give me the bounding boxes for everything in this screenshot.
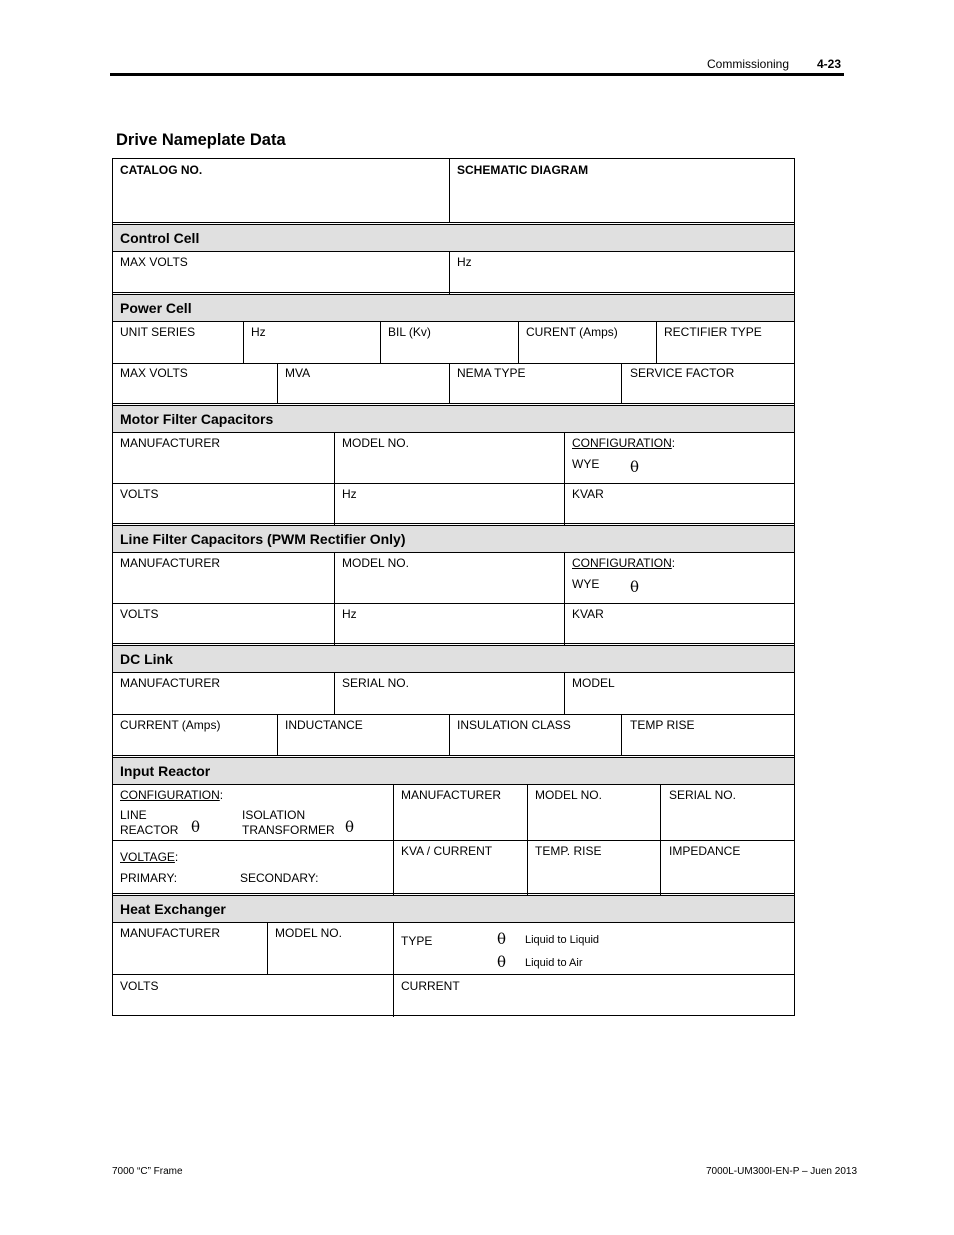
current-amps-label: CURENT (Amps) [526,325,618,339]
dc-manufacturer-label: MANUFACTURER [120,676,221,690]
ir-voltage-label [120,850,178,864]
divider [518,321,519,363]
divider [113,784,794,785]
label-colon: : [671,436,676,450]
lfc-kvar-label: KVAR [572,607,604,621]
divider [113,363,794,364]
section-power-cell [113,295,794,321]
ir-reactor-label: REACTOR [120,823,179,837]
divider [113,672,794,673]
section-heat-exchanger [113,896,794,922]
ir-serial-no-label: SERIAL NO. [669,788,736,802]
section-heading: Control Cell [120,230,200,246]
rectifier-type-label: RECTIFIER TYPE [664,325,762,339]
ir-configuration-label [120,788,223,802]
ir-line-label: LINE [120,808,147,822]
ir-kva-current-label: KVA / CURRENT [401,844,493,858]
divider [564,672,565,714]
divider [113,251,794,252]
divider [621,363,622,403]
lfc-hz-label: Hz [342,607,357,621]
mfc-hz-label: Hz [342,487,357,501]
control-max-volts-label: MAX VOLTS [120,255,188,269]
divider [564,552,565,645]
divider [113,922,794,923]
ir-isolation-label: ISOLATION [242,808,306,822]
section-motor-filter-capacitors [113,406,794,432]
header-section: Commissioning [707,57,790,71]
hx-volts-label: VOLTS [120,979,159,993]
dc-model-label: MODEL [572,676,615,690]
hx-liquid-to-air-label: Liquid to Air [525,957,583,969]
control-hz-label: Hz [457,255,472,269]
section-heading: Line Filter Capacitors (PWM Rectifier Only) [120,531,406,547]
divider [656,321,657,363]
header-page-number: 4-23 [817,57,842,71]
ir-impedance-label: IMPEDANCE [669,844,741,858]
lfc-configuration-text: CONFIGURATION [572,556,672,570]
lfc-wye-label: WYE [572,577,600,591]
ir-model-no-label: MODEL NO. [535,788,602,802]
lfc-configuration-label [572,556,675,570]
hx-manufacturer-label: MANUFACTURER [120,926,221,940]
hx-model-no-label: MODEL NO. [275,926,342,940]
mfc-configuration-label [572,436,675,450]
mfc-wye-label: WYE [572,457,600,471]
divider [621,714,622,755]
lfc-model-no-label: MODEL NO. [342,556,409,570]
label-colon: : [174,850,179,864]
dc-serial-no-label: SERIAL NO. [342,676,409,690]
mfc-model-no-label: MODEL NO. [342,436,409,450]
divider [449,714,450,755]
divider [277,714,278,755]
dc-inductance-label: INDUCTANCE [285,718,363,732]
hx-liquid-to-air-checkbox[interactable]: θ [497,953,507,971]
divider [113,974,794,975]
section-heading: Heat Exchanger [120,901,226,917]
lfc-wye-checkbox[interactable]: θ [630,578,640,596]
divider [113,603,794,604]
ir-transformer-label: TRANSFORMER [242,823,335,837]
ir-manufacturer-label: MANUFACTURER [401,788,502,802]
lfc-manufacturer-label: MANUFACTURER [120,556,221,570]
section-heading: Power Cell [120,300,192,316]
divider [267,922,268,974]
section-heading: Motor Filter Capacitors [120,411,274,427]
service-factor-label: SERVICE FACTOR [630,366,735,380]
divider [113,432,794,433]
divider [277,363,278,403]
divider [334,432,335,525]
unit-series-label: UNIT SERIES [120,325,196,339]
ir-primary-label: PRIMARY: [120,871,178,885]
dc-insulation-class-label: INSULATION CLASS [457,718,571,732]
section-heading: DC Link [120,651,173,667]
power-max-volts-label: MAX VOLTS [120,366,188,380]
section-line-filter-capacitors [113,526,794,552]
hx-liquid-to-liquid-label: Liquid to Liquid [525,934,600,946]
ir-configuration-text: CONFIGURATION [120,788,220,802]
hx-type-label: TYPE [401,934,433,948]
hx-liquid-to-liquid-checkbox[interactable]: θ [497,930,507,948]
schematic-diagram-label: SCHEMATIC DIAGRAM [457,163,589,177]
divider [113,840,794,841]
lfc-volts-label: VOLTS [120,607,159,621]
divider [113,552,794,553]
power-hz-label: Hz [251,325,266,339]
catalog-no-label: CATALOG NO. [120,163,203,177]
ir-isolation-transformer-checkbox[interactable]: θ [345,818,355,836]
mfc-configuration-text: CONFIGURATION [572,436,672,450]
footer-right: 7000L-UM300I-EN-P – Juen 2013 [706,1166,858,1177]
section-input-reactor [113,758,794,784]
nameplate-form [112,158,795,1016]
header-rule [110,73,844,76]
mfc-volts-label: VOLTS [120,487,159,501]
label-colon: : [219,788,224,802]
page-title: Drive Nameplate Data [116,131,286,149]
label-colon: : [671,556,676,570]
mfc-kvar-label: KVAR [572,487,604,501]
divider [564,432,565,525]
section-control-cell [113,225,794,251]
ir-secondary-label: SECONDARY: [240,871,319,885]
ir-line-reactor-checkbox[interactable]: θ [191,818,201,836]
divider [243,321,244,363]
mfc-manufacturer-label: MANUFACTURER [120,436,221,450]
dc-current-label: CURRENT (Amps) [120,718,221,732]
divider [449,363,450,403]
divider [334,672,335,714]
hx-current-label: CURRENT [401,979,460,993]
dc-temp-rise-label: TEMP RISE [630,718,695,732]
ir-temp-rise-label: TEMP. RISE [535,844,602,858]
divider [334,552,335,645]
divider [393,922,394,1017]
section-dc-link [113,646,794,672]
mva-label: MVA [285,366,311,380]
divider [113,714,794,715]
divider [380,321,381,363]
divider [449,159,450,223]
divider [113,483,794,484]
mfc-wye-checkbox[interactable]: θ [630,458,640,476]
ir-voltage-text: VOLTAGE [120,850,175,864]
bil-label: BIL (Kv) [388,325,431,339]
footer-left: 7000 “C” Frame [112,1166,183,1177]
divider [113,321,794,322]
divider [449,251,450,295]
section-heading: Input Reactor [120,763,211,779]
nema-type-label: NEMA TYPE [457,366,526,380]
